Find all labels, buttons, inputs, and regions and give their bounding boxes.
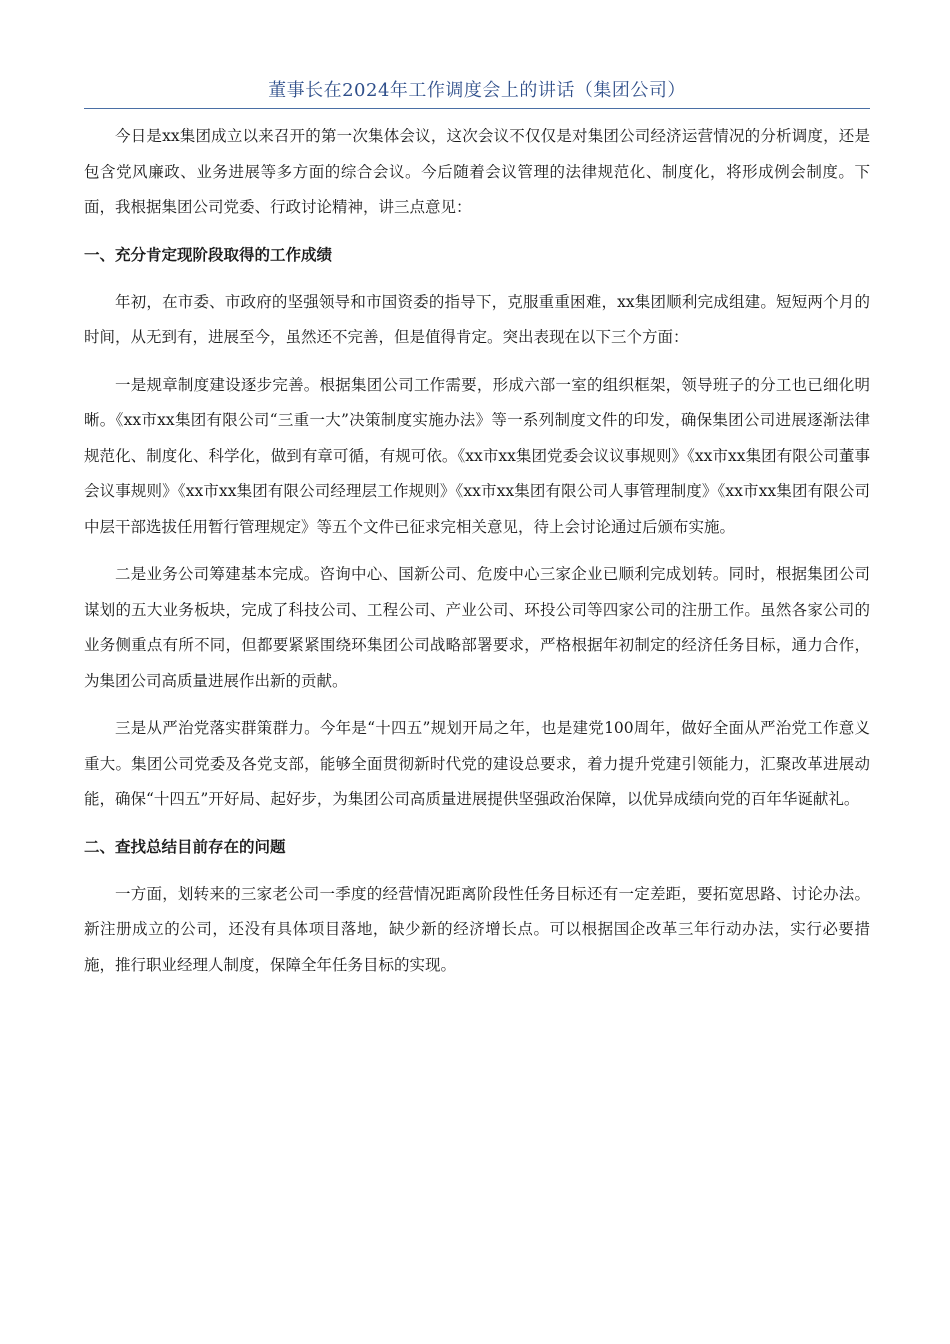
section-2-heading: 二、查找总结目前存在的问题 bbox=[84, 837, 286, 856]
section-2-paragraph-1: 一方面，划转来的三家老公司一季度的经营情况距离阶段性任务目标还有一定差距，要拓宽思路、讨论办法。新注册成立的公司，还没有具体项目落地，缺少新的经济增长点。可以根据国企改革三年行动办法，实行必要措施，推行职业经理人制度，保障全年任务目标的实现。 bbox=[84, 884, 870, 974]
section-1-paragraph-2: 一是规章制度建设逐步完善。根据集团公司工作需要，形成六部一室的组织框架，领导班子的分工也已细化明晰。《xx市xx集团有限公司“三重一大”决策制度实施办法》等一系列制度文件的印发，确保集团公司进展逐渐法律规范化、制度化、科学化，做到有章可循，有规可依。《xx市xx集团党委会议议事规则》《xx市xx集团有限公司董事会议事规则》《xx市xx集团有限公司经理层工作规则》《xx市xx集团有限公司人事管理制度》《xx市xx集团有限公司中层干部选拔任用暂行管理规定》等五个文件已征求完相关意见，待上会讨论通过后颁布实施。 bbox=[84, 375, 870, 536]
document-title: 董事长在2024年工作调度会上的讲话（集团公司） bbox=[268, 80, 686, 101]
document-page bbox=[84, 76, 870, 983]
intro-paragraph: 今日是xx集团成立以来召开的第一次集体会议，这次会议不仅仅是对集团公司经济运营情况的分析调度，还是包含党风廉政、业务进展等多方面的综合会议。今后随着会议管理的法律规范化、制度化，将形成例会制度。下面，我根据集团公司党委、行政讨论精神，讲三点意见： bbox=[84, 127, 870, 216]
section-1-heading: 一、充分肯定现阶段取得的工作成绩 bbox=[84, 245, 333, 264]
title-bar bbox=[84, 76, 870, 109]
section-1-paragraph-1: 年初，在市委、市政府的坚强领导和市国资委的指导下，克服重重困难，xx集团顺利完成组建。短短两个月的时间，从无到有，进展至今，虽然还不完善，但是值得肯定。突出表现在以下三个方面： bbox=[84, 292, 870, 346]
section-1-paragraph-4: 三是从严治党落实群策群力。今年是“十四五”规划开局之年，也是建党100周年，做好全面从严治党工作意义重大。集团公司党委及各党支部，能够全面贯彻新时代党的建设总要求，着力提升党建引领能力，汇聚改革进展动能，确保“十四五”开好局、起好步，为集团公司高质量进展提供坚强政治保障，以优异成绩向党的百年华诞献礼。 bbox=[84, 719, 870, 808]
section-1-paragraph-3: 二是业务公司筹建基本完成。咨询中心、国新公司、危废中心三家企业已顺利完成划转。同时，根据集团公司谋划的五大业务板块，完成了科技公司、工程公司、产业公司、环投公司等四家公司的注册工作。虽然各家公司的业务侧重点有所不同，但都要紧紧围绕环集团公司战略部署要求，严格根据年初制定的经济任务目标，通力合作，为集团公司高质量进展作出新的贡献。 bbox=[84, 565, 870, 690]
